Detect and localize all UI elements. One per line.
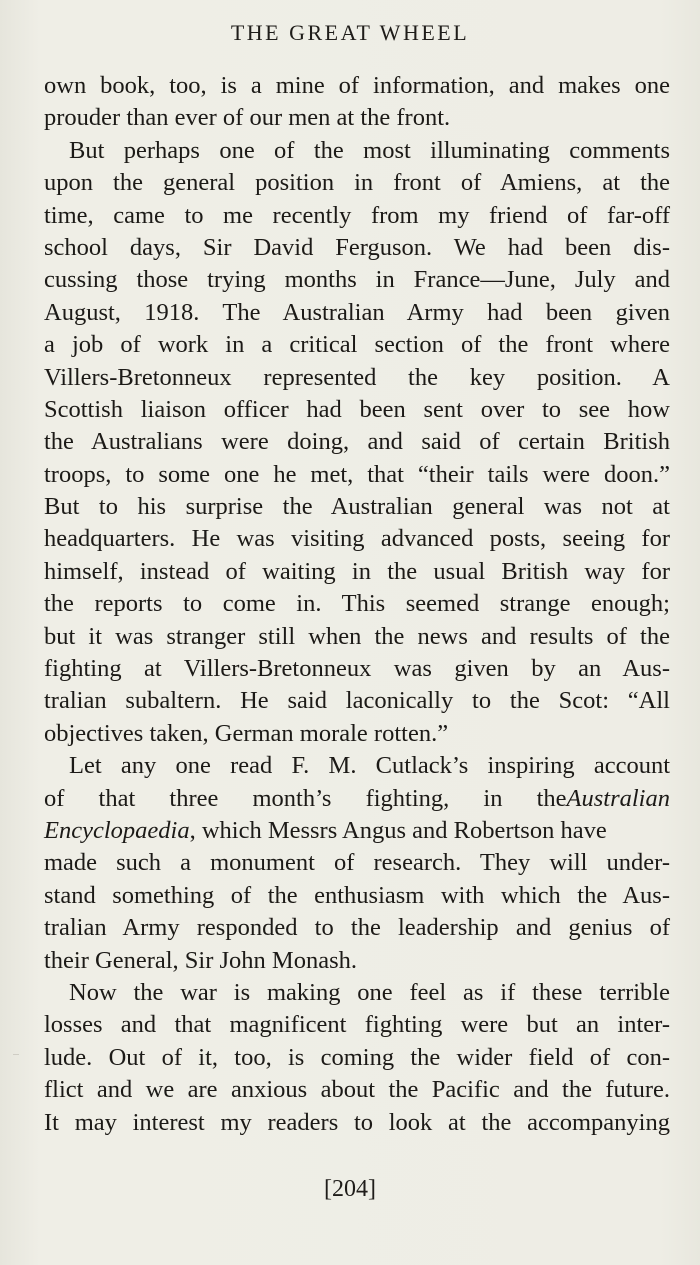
text-line: cussing those trying months in France—June, July and bbox=[44, 266, 670, 294]
text-line: prouder than ever of our men at the front. bbox=[44, 104, 451, 132]
text-line: the Australians were doing, and said of certain British bbox=[44, 428, 670, 456]
text-line: upon the general position in front of Amiens, at the bbox=[44, 169, 670, 197]
text-line: flict and we are anxious about the Pacific and the future. bbox=[44, 1076, 670, 1104]
italic-title: Encyclopaedia bbox=[44, 816, 190, 844]
italic-title: Australian bbox=[566, 784, 670, 812]
text-line: August, 1918. The Australian Army had been given bbox=[44, 298, 670, 326]
margin-mark bbox=[13, 1054, 19, 1055]
text-line: Villers-Bretonneux represented the key position. A bbox=[44, 363, 670, 391]
text-line: Now the war is making one feel as if these terrible bbox=[69, 978, 670, 1006]
text-line: himself, instead of waiting in the usual British way for bbox=[44, 557, 670, 585]
body-text bbox=[44, 70, 670, 1139]
text-line: tralian Army responded to the leadership and genius of bbox=[44, 914, 670, 942]
text-line: the reports to come in. This seemed strange enough; bbox=[44, 590, 670, 618]
text-line: made such a monument of research. They will under- bbox=[44, 849, 670, 877]
text-line: but it was stranger still when the news and results of the bbox=[44, 622, 670, 650]
text-segment: , which Messrs Angus and Robertson have bbox=[189, 816, 607, 844]
text-line bbox=[44, 783, 670, 815]
text-line: headquarters. He was visiting advanced posts, seeing for bbox=[44, 525, 670, 553]
text-line: troops, to some one he met, that “their tails were doon.” bbox=[44, 460, 670, 488]
text-line bbox=[44, 815, 670, 847]
text-line: their General, Sir John Monash. bbox=[44, 946, 357, 974]
text-line: But perhaps one of the most illuminating comments bbox=[69, 136, 670, 164]
text-line: Scottish liaison officer had been sent over to see how bbox=[44, 395, 670, 423]
text-line: objectives taken, German morale rotten.” bbox=[44, 719, 449, 747]
text-segment: of that three month’s fighting, in the bbox=[44, 784, 567, 812]
text-line: school days, Sir David Ferguson. We had been dis- bbox=[44, 233, 670, 261]
text-line: time, came to me recently from my friend of far-off bbox=[44, 201, 670, 229]
text-line: stand something of the enthusiasm with which the Aus- bbox=[44, 881, 670, 909]
text-line: fighting at Villers-Bretonneux was given by an Aus- bbox=[44, 655, 670, 683]
text-line: own book, too, is a mine of information, and makes one bbox=[44, 72, 670, 99]
text-line: Let any one read F. M. Cutlack’s inspiring account bbox=[69, 752, 670, 780]
text-line: It may interest my readers to look at the accompanying bbox=[44, 1108, 670, 1136]
text-line: a job of work in a critical section of the front where bbox=[44, 331, 670, 359]
text-line: tralian subaltern. He said laconically to the Scot: “All bbox=[44, 687, 670, 715]
page-number: [204] bbox=[324, 1176, 376, 1202]
text-line: But to his surprise the Australian general was not at bbox=[44, 493, 670, 521]
running-head: THE GREAT WHEEL bbox=[230, 20, 470, 45]
text-line: losses and that magnificent fighting were but an inter- bbox=[44, 1011, 670, 1039]
text-line: lude. Out of it, too, is coming the wider field of con- bbox=[44, 1043, 670, 1071]
